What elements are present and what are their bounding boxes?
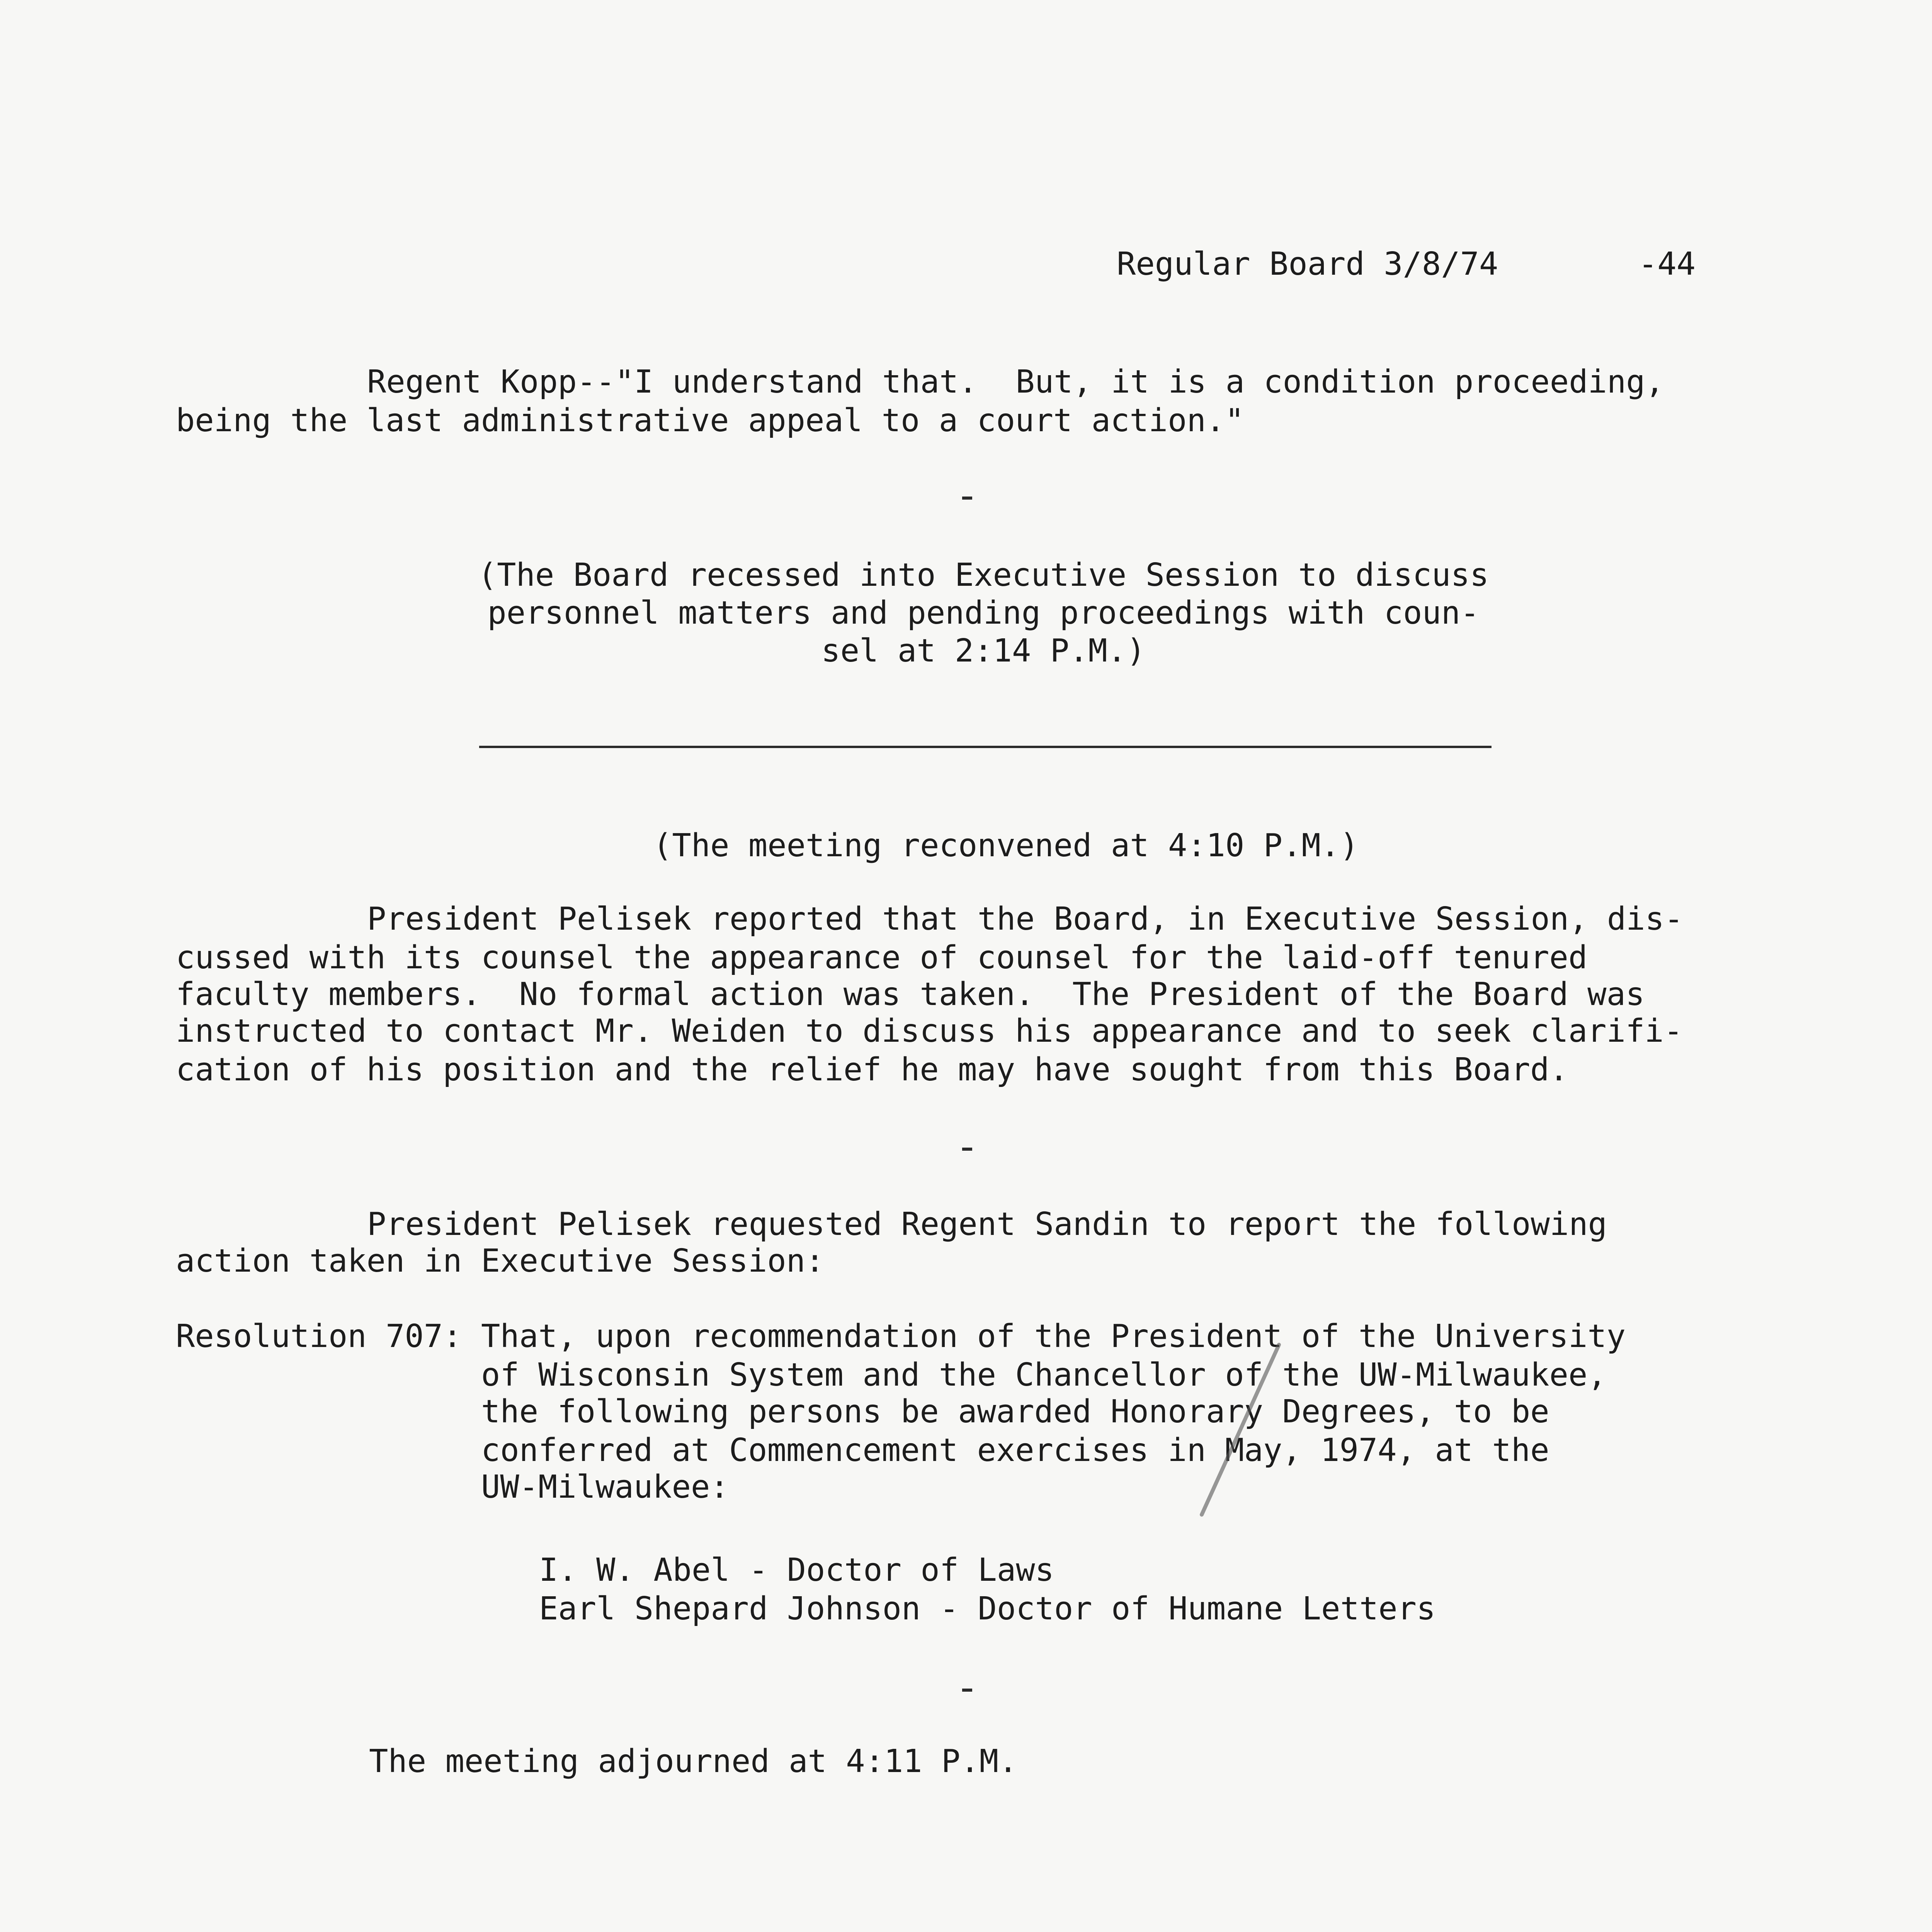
- horizontal-rule: [479, 746, 1492, 748]
- resolution-line-4: conferred at Commencement exercises in May, 1974, at the: [481, 1432, 1549, 1469]
- honoree-1: I. W. Abel - Doctor of Laws: [539, 1552, 1054, 1588]
- report-line-2: cussed with its counsel the appearance of counsel for the laid-off tenured: [176, 939, 1588, 976]
- reconvened-note: (The meeting reconvened at 4:10 P.M.): [653, 827, 1359, 864]
- resolution-line-2: of Wisconsin System and the Chancellor of the UW-Milwaukee,: [481, 1357, 1607, 1393]
- section-separator: [962, 1689, 972, 1692]
- section-separator: [962, 1148, 972, 1151]
- sandin-request-line-2: action taken in Executive Session:: [176, 1243, 825, 1279]
- kopp-quote-line-2: being the last administrative appeal to a court action.": [176, 402, 1244, 439]
- sandin-request-line-1: President Pelisek requested Regent Sandin to report the following: [367, 1206, 1607, 1243]
- kopp-quote-line-1: Regent Kopp--"I understand that. But, it is a condition proceeding,: [367, 364, 1665, 400]
- recess-note: (The Board recessed into Executive Session to discuss personnel matters and pending proceedings with coun- sel at 2:14 P.M.): [478, 557, 1489, 669]
- resolution-line-3: the following persons be awarded Honorary Degrees, to be: [481, 1393, 1549, 1430]
- page-reference: -44: [1638, 246, 1696, 282]
- running-head: Regular Board 3/8/74: [1117, 246, 1498, 282]
- report-line-5: cation of his position and the relief he may have sought from this Board.: [176, 1051, 1568, 1088]
- honoree-2: Earl Shepard Johnson - Doctor of Humane Letters: [539, 1590, 1436, 1627]
- report-line-4: instructed to contact Mr. Weiden to discuss his appearance and to seek clarifi-: [176, 1013, 1683, 1049]
- report-line-1: President Pelisek reported that the Board, in Executive Session, dis-: [367, 901, 1684, 937]
- resolution-line-1: That, upon recommendation of the President of the University: [481, 1318, 1626, 1355]
- pencil-stroke-mark: [1190, 1337, 1291, 1522]
- section-separator: [962, 497, 972, 500]
- report-line-3: faculty members. No formal action was taken. The President of the Board was: [176, 976, 1645, 1013]
- resolution-line-5: UW-Milwaukee:: [481, 1469, 729, 1505]
- resolution-label: Resolution 707:: [176, 1318, 462, 1355]
- adjournment-note: The meeting adjourned at 4:11 P.M.: [369, 1743, 1018, 1780]
